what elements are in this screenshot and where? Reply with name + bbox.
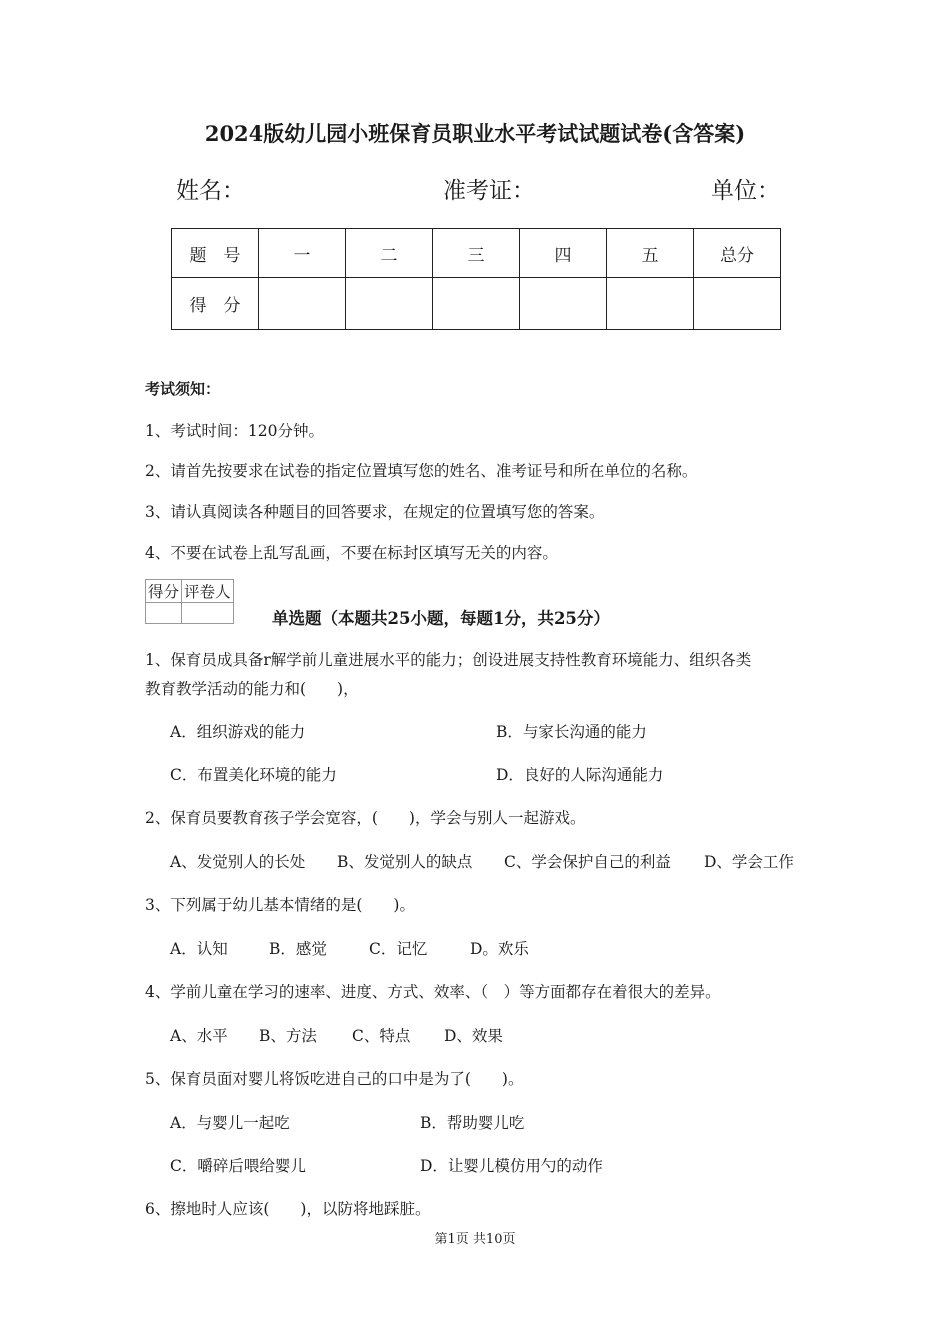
answer-option[interactable]: D、学会工作 <box>704 853 794 871</box>
unit-field-label: 单位： <box>711 178 780 204</box>
score-input-cell[interactable] <box>433 278 520 330</box>
score-input-cell[interactable] <box>346 278 433 330</box>
answer-option[interactable]: B．感觉 <box>269 940 327 958</box>
score-cell: 得 分 <box>172 278 259 330</box>
answer-option[interactable]: D．良好的人际沟通能力 <box>496 766 664 784</box>
score-cell: 三 <box>433 229 520 278</box>
answer-option[interactable]: C．记忆 <box>369 940 428 958</box>
question-stem: 6、擦地时人应该( )，以防将地踩脏。 <box>145 1200 431 1218</box>
score-table <box>171 228 781 330</box>
answer-option[interactable]: B、方法 <box>259 1027 317 1045</box>
notice-item: 4、不要在试卷上乱写乱画，不要在标封区填写无关的内容。 <box>145 544 558 562</box>
answer-option[interactable]: C、学会保护自己的利益 <box>504 853 671 871</box>
score-cell: 五 <box>607 229 694 278</box>
page-title: 2024版幼儿园小班保育员职业水平考试试题试卷(含答案) <box>204 121 746 146</box>
answer-option[interactable]: B．与家长沟通的能力 <box>496 723 647 741</box>
answer-option[interactable]: C、特点 <box>352 1027 411 1045</box>
question-stem: 1、保育员成具备r解学前儿童进展水平的能力；创设进展支持性教育环境能力、组织各类 <box>145 651 752 669</box>
grader-box <box>145 579 234 624</box>
answer-option[interactable]: A、发觉别人的长处 <box>170 853 306 871</box>
score-input-cell[interactable] <box>520 278 607 330</box>
score-table-score-row <box>172 278 781 330</box>
answer-option[interactable]: D．让婴儿模仿用勺的动作 <box>420 1157 603 1175</box>
notice-item: 2、请首先按要求在试卷的指定位置填写您的姓名、准考证号和所在单位的名称。 <box>145 462 698 480</box>
question-stem: 2、保育员要教育孩子学会宽容，( )，学会与别人一起游戏。 <box>145 809 586 827</box>
score-table-header-row <box>172 229 781 278</box>
grader-score-cell[interactable] <box>146 603 182 624</box>
answer-option[interactable]: D。欢乐 <box>470 940 529 958</box>
score-input-cell[interactable] <box>607 278 694 330</box>
score-cell: 二 <box>346 229 433 278</box>
answer-option[interactable]: A、水平 <box>170 1027 228 1045</box>
notice-heading: 考试须知： <box>145 380 221 398</box>
notice-item: 1、考试时间：120分钟。 <box>145 422 324 440</box>
answer-option[interactable]: C．嚼碎后喂给婴儿 <box>170 1157 306 1175</box>
grader-score-label: 得分 <box>146 580 182 603</box>
answer-option[interactable]: C．布置美化环境的能力 <box>170 766 337 784</box>
question-stem: 5、保育员面对婴儿将饭吃进自己的口中是为了( )。 <box>145 1070 524 1088</box>
answer-option[interactable]: B．帮助婴儿吃 <box>420 1114 525 1132</box>
answer-option[interactable]: A．与婴儿一起吃 <box>170 1114 290 1132</box>
score-input-cell[interactable] <box>694 278 781 330</box>
score-input-cell[interactable] <box>259 278 346 330</box>
section-title: 单选题（本题共25小题，每题1分，共25分） <box>272 609 610 628</box>
score-cell: 题 号 <box>172 229 259 278</box>
name-field-label: 姓名： <box>176 178 245 204</box>
notice-item: 3、请认真阅读各种题目的回答要求，在规定的位置填写您的答案。 <box>145 503 605 521</box>
answer-option[interactable]: B、发觉别人的缺点 <box>337 853 473 871</box>
score-cell: 一 <box>259 229 346 278</box>
score-cell: 总分 <box>694 229 781 278</box>
ticket-field-label: 准考证： <box>443 178 535 204</box>
answer-option[interactable]: A．组织游戏的能力 <box>170 723 306 741</box>
question-stem: 4、学前儿童在学习的速率、进度、方式、效率、（ ）等方面都存在着很大的差异。 <box>145 983 721 1001</box>
answer-option[interactable]: D、效果 <box>444 1027 503 1045</box>
page-footer: 第1页 共10页 <box>434 1232 516 1247</box>
answer-option[interactable]: A．认知 <box>170 940 228 958</box>
grader-name-label: 评卷人 <box>182 580 234 603</box>
question-stem: 教育教学活动的能力和( )， <box>145 680 359 698</box>
grader-name-cell[interactable] <box>182 603 234 624</box>
question-stem: 3、下列属于幼儿基本情绪的是( )。 <box>145 896 415 914</box>
score-cell: 四 <box>520 229 607 278</box>
